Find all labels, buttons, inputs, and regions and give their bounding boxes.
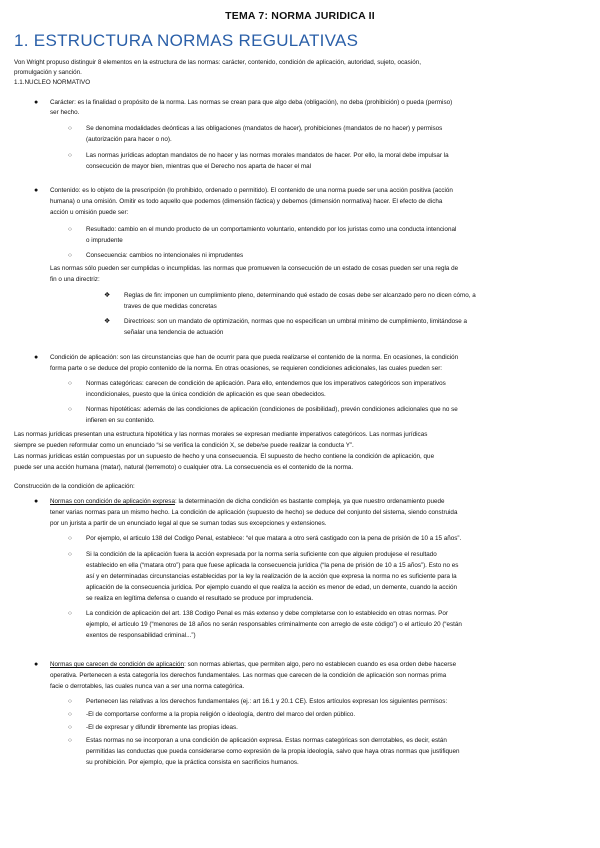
item1-sub-text: se realiza en legítima defensa o cuando el resultado se produce por imprudencia. bbox=[86, 595, 314, 602]
item1-sub-text: Por ejemplo, el articulo 138 del Codigo Penal, establece: “el que matara a otro será castigado con la pena de prisión de 10 a 15 años”. bbox=[86, 535, 462, 542]
contenido-text: humana) o una omisión. Omitir es todo aquello que podemos (dimensión fáctica) y debemos (dimensión normativa) hacer. El efecto de dicha bbox=[50, 198, 443, 205]
circle-bullet-icon: ○ bbox=[68, 380, 72, 387]
contenido-sub-text: Consecuencia: cambios no intencionales ni imprudentes bbox=[86, 252, 244, 259]
regla-text: traves de que medidas concretas bbox=[124, 303, 217, 310]
caracter-text: ser hecho. bbox=[50, 109, 80, 116]
caracter-sub-text: Se denomina modalidades deónticas a las obligaciones (mandatos de hacer), prohibiciones (mandatos de no hacer) y permisos bbox=[86, 125, 443, 132]
circle-bullet-icon: ○ bbox=[68, 125, 72, 132]
condicion-paragraph bbox=[50, 353, 458, 364]
circle-bullet-icon: ○ bbox=[68, 610, 72, 617]
bullet-icon: ● bbox=[34, 99, 39, 106]
condicion-label: Condición de aplicación: bbox=[50, 354, 119, 361]
contenido-sub-text: Resultado: cambio en el mundo producto de un comportamiento voluntario, entendido por los juristas como una conducta intencional bbox=[86, 226, 457, 233]
construccion-heading: Construcción de la condición de aplicación: bbox=[14, 483, 135, 490]
item1-sub-text: aplicación de la consecuencia jurídica. Por ejemplo cuando el que realiza la acción es menor de edad, un demente, cuando la acción bbox=[86, 584, 458, 591]
item2-sub-text: Estas normas no se incorporan a una condición de aplicación expresa. Estas normas categóricas son derrotables, es decir, están bbox=[86, 737, 447, 744]
bullet-icon: ● bbox=[34, 498, 39, 505]
item1-text: tener varias normas para un mismo hecho. La condición de aplicación (supuesto de hecho) se deduce del conjunto del sistema, siendo construida bbox=[50, 509, 458, 516]
item2-text: facie o derrotables, las cuales nunca van a ser una norma categórica. bbox=[50, 683, 245, 690]
summary-line: siempre se pueden reformular como un enunciado “si se verifica la condición X, se debe/se puede realizar la conducta Y”. bbox=[14, 442, 354, 449]
item2-sub-text: su prohibición. Por ejemplo, que la práctica consista en sacrificios humanos. bbox=[86, 759, 299, 766]
item1-sub-text: exentos de responsabilidad criminal...”) bbox=[86, 632, 196, 639]
item2-sub-text: permitidas las conductas que pueda considerarse como expresión de la propia ideología, salvo que haya otras normas que justifiquen bbox=[86, 748, 460, 755]
caracter-sub-text: Las normas jurídicas adoptan mandatos de no hacer y las normas morales mandatos de hacer. Por ello, la moral debe impulsar la bbox=[86, 152, 449, 159]
bullet-icon: ● bbox=[34, 661, 39, 668]
condicion-sub-text: infieren en su contenido. bbox=[86, 417, 155, 424]
page-title: TEMA 7: NORMA JURIDICA II bbox=[225, 10, 375, 22]
item2-paragraph bbox=[50, 660, 456, 671]
circle-bullet-icon: ○ bbox=[68, 711, 72, 718]
item1-text: por un jurista a partir de un enunciado legal al que se suman todas sus excepciones y extensiones. bbox=[50, 520, 327, 527]
item1-paragraph bbox=[50, 497, 445, 508]
contenido-text: es lo objeto de la prescripción (lo prohibido, ordenado o permitido). El contenido de una norma puede ser una acción positiva (acción bbox=[80, 187, 453, 194]
circle-bullet-icon: ○ bbox=[68, 737, 72, 744]
regla-text: Reglas de fin: imponen un cumplimiento pleno, determinando qué estado de cosas debe ser alcanzado pero no dicen cómo, a bbox=[124, 292, 476, 299]
item2-sub-text: -El de expresar y difundir libremente las propias ideas. bbox=[86, 724, 238, 731]
bullet-icon: ● bbox=[34, 354, 39, 361]
diamond-bullet-icon: ❖ bbox=[104, 292, 111, 299]
item2-sub-text: -El de comportarse conforme a la propia religión o ideología, dentro del marco del orden público. bbox=[86, 711, 356, 718]
item2-text: operativa. Pertenecen a esta categoría los derechos fundamentales. Las normas que carecen de la condición de aplicación son normas prima bbox=[50, 672, 447, 679]
circle-bullet-icon: ○ bbox=[68, 226, 72, 233]
circle-bullet-icon: ○ bbox=[68, 698, 72, 705]
caracter-sub-text: consecución de mayor bien, mientras que el Derecho nos aparta de hacer el mal bbox=[86, 163, 312, 170]
circle-bullet-icon: ○ bbox=[68, 406, 72, 413]
circle-bullet-icon: ○ bbox=[68, 535, 72, 542]
contenido-text: acción u omisión puede ser: bbox=[50, 209, 129, 216]
circle-bullet-icon: ○ bbox=[68, 252, 72, 259]
diamond-bullet-icon: ❖ bbox=[104, 318, 111, 325]
condicion-sub-text: Normas hipotéticas: además de las condiciones de aplicación (condiciones de posibilidad), prevén condiciones adicionales que no se bbox=[86, 406, 458, 413]
caracter-sub-text: (autorización para hacer o no). bbox=[86, 136, 172, 143]
circle-bullet-icon: ○ bbox=[68, 724, 72, 731]
caracter-text: es la finalidad o propósito de la norma. Las normas se crean para que algo deba (obligación), no deba (prohibición) o pueda (permiso) bbox=[75, 99, 453, 106]
item1-sub-text: La condición de aplicación del art. 138 Codigo Penal es más extenso y debe completarse con lo establecido en otras normas. Por bbox=[86, 610, 448, 617]
caracter-label: Carácter: bbox=[50, 99, 76, 106]
item2-label: Normas que carecen de condición de aplicación bbox=[50, 661, 185, 668]
condicion-sub-text: incondicionales, puesto que la única condición de aplicación es que sean obedecidos. bbox=[86, 391, 326, 398]
item1-text: : la determinación de dicha condición es bastante compleja, ya que nuestro ordenamiento puede bbox=[174, 498, 445, 505]
contenido-paragraph bbox=[50, 186, 453, 197]
item2-sub-text: Pertenecen las relativas a los derechos fundamentales (ej.: art 16.1 y 20.1 CE). Estos artículos expresan los siguientes permisos: bbox=[86, 698, 448, 705]
directriz-text: Directrices: son un mandato de optimización, normas que no especifican un umbral mínimo de cumplimiento, limitándose a bbox=[124, 318, 467, 325]
summary-line: puede ser una acción humana (matar), natural (terremoto) o cualquier otra. La consecuencia es el contenido de la norma. bbox=[14, 464, 354, 471]
directriz-text: señalar una tendencia de actuación bbox=[124, 329, 224, 336]
item1-sub-text: Si la condición de la aplicación fuera la acción expresada por la norma sería suficiente con que alguien produjese el resultado bbox=[86, 551, 437, 558]
item2-text: : son normas abiertas, que permiten algo, pero no establecen cuando es esa orden debe hacerse bbox=[184, 661, 457, 668]
item1-label: Normas con condición de aplicación expresa bbox=[50, 498, 175, 505]
summary-line: Las normas jurídicas están compuestas por un supuesto de hecho y una consecuencia. El supuesto de hecho contiene la condición de aplicación, que bbox=[14, 453, 435, 460]
contenido-after-text: Las normas sólo pueden ser cumplidas o incumplidas. las normas que promueven la consecución de un estado de cosas pueden ser una regla de bbox=[50, 265, 459, 272]
item1-sub-text: establecido en ella (“matara otro”) para que fuese aplicada la consecuencia jurídica (“la pena de prisión de 10 a 15 años”). Esto no es bbox=[86, 562, 459, 569]
item1-sub-text: ejemplo, el artículo 19 (“menores de 18 años no serán responsables criminalmente con arreglo de este código”) o el artículo 20 (“están bbox=[86, 621, 462, 628]
contenido-after-text: fin o una directriz: bbox=[50, 276, 100, 283]
contenido-sub-text: o imprudente bbox=[86, 237, 123, 244]
condicion-sub-text: Normas categóricas: carecen de condición de aplicación. Para ello, entendemos que los imperativos categóricos son imperativos bbox=[86, 380, 446, 387]
circle-bullet-icon: ○ bbox=[68, 551, 72, 558]
condicion-text: son las circunstancias que han de ocurrir para que pueda realizarse el contenido de la norma. En ocasiones, la condición bbox=[118, 354, 459, 361]
section-heading: 1. ESTRUCTURA NORMAS REGULATIVAS bbox=[14, 31, 359, 50]
circle-bullet-icon: ○ bbox=[68, 152, 72, 159]
subheading-nucleo: 1.1.NUCLEO NORMATIVO bbox=[14, 79, 91, 86]
condicion-text: forma parte o se deduce del propio contenido de la norma. En otras ocasiones, se requieren condiciones adicionales, las cuales pueden ser: bbox=[50, 365, 443, 372]
caracter-paragraph bbox=[50, 98, 452, 109]
bullet-icon: ● bbox=[34, 187, 39, 194]
intro-line: Von Wright propuso distinguir 8 elementos en la estructura de las normas: carácter, contenido, condición de aplicación, autoridad, sujeto, ocasión, bbox=[14, 59, 421, 66]
contenido-label: Contenido: bbox=[50, 187, 81, 194]
summary-line: Las normas jurídicas presentan una estructura hipotética y las normas morales se expresan mediante imperativos categóricos. Las normas jurídicas bbox=[14, 431, 428, 438]
item1-sub-text: así y en determinadas circunstancias establecidas por la ley la realización de la acción que expresa la norma no es suficiente para la bbox=[86, 573, 457, 580]
intro-line: promulgación y sanción. bbox=[14, 69, 82, 76]
